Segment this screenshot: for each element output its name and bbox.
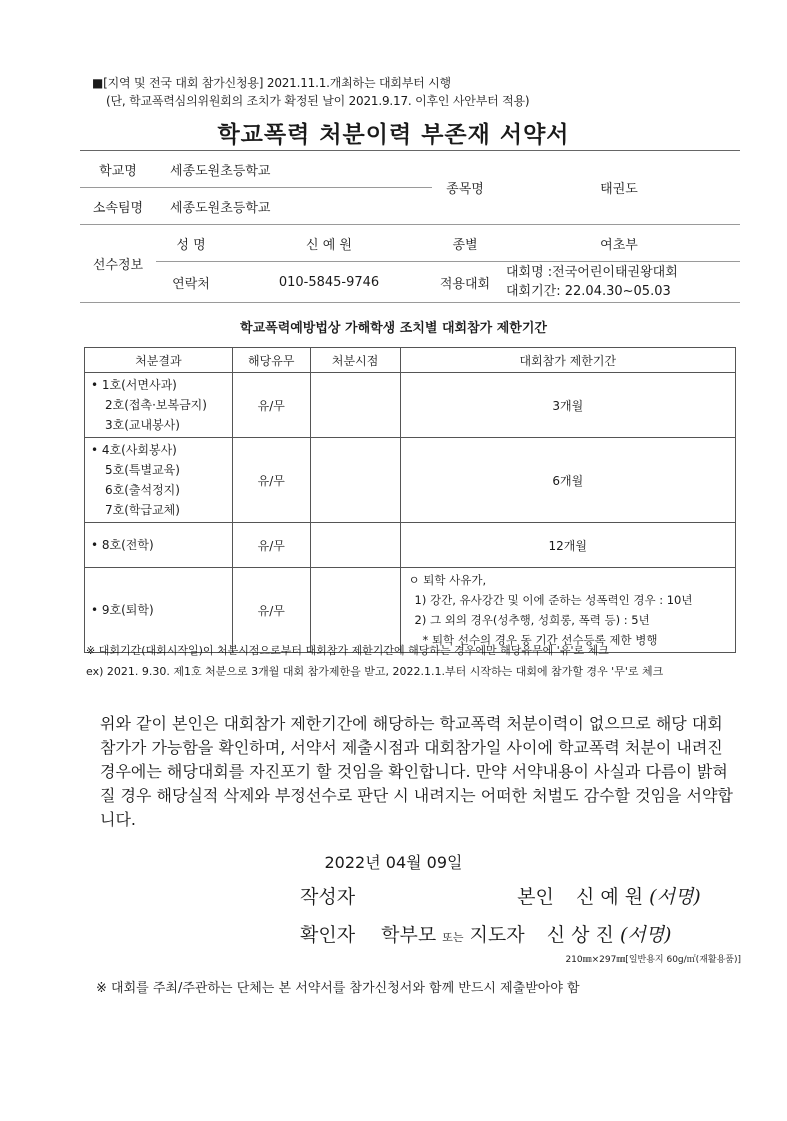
list-item: 6호(출석정지) <box>105 483 180 497</box>
school-label: 학교명 <box>80 151 156 188</box>
self-label: 본인 <box>517 886 554 908</box>
self-name: 신 예 원 <box>575 886 644 908</box>
applicable-cell[interactable]: 유/무 <box>232 438 310 523</box>
event-label: 종목명 <box>432 151 498 225</box>
list-item: 2호(접촉·보복금지) <box>105 398 207 412</box>
footnote-2: ex) 2021. 9.30. 제1호 처분으로 3개월 대회 참가제한을 받고, 2022.1.1.부터 시작하는 대회에 참가할 경우 '무'로 체크 <box>86 665 664 678</box>
writer-signature-line <box>300 882 701 909</box>
list-item: 7호(학급교체) <box>105 503 180 517</box>
list-item: 2) 그 외의 경우(성추행, 성희롱, 폭력 등) : 5년 <box>414 613 650 627</box>
period-cell: 6개월 <box>400 438 735 523</box>
table-row <box>85 523 736 568</box>
header-result: 처분결과 <box>85 348 233 373</box>
competition-name: 대회명 :전국어린이태권왕대회 <box>506 265 678 280</box>
school-value: 세종도원초등학교 <box>156 151 432 188</box>
time-cell[interactable] <box>310 438 400 523</box>
applicable-cell[interactable]: 유/무 <box>232 523 310 568</box>
name-label: 성 명 <box>156 225 226 262</box>
document-title: 학교폭력 처분이력 부존재 서약서 <box>217 122 570 148</box>
applicable-cell[interactable]: 유/무 <box>232 568 310 653</box>
contact-value: 010-5845-9746 <box>226 262 432 303</box>
team-value: 세종도원초등학교 <box>156 188 432 225</box>
name-value: 신 예 원 <box>226 225 432 262</box>
paper-spec: 210㎜×297㎜[일반용지 60g/㎡(재활용품)] <box>565 955 741 965</box>
list-item: • 8호(전학) <box>91 538 154 552</box>
coach-signature[interactable]: (서명) <box>619 924 672 946</box>
list-item: • 1호(서면사과) <box>91 378 177 392</box>
header-period: 대회참가 제한기간 <box>400 348 735 373</box>
or-label: 또는 <box>442 931 464 944</box>
table-row <box>85 373 736 438</box>
list-item: 5호(특별교육) <box>105 463 180 477</box>
table-row <box>85 438 736 523</box>
athlete-label: 선수정보 <box>80 225 156 303</box>
confirmer-signature-line <box>300 920 671 947</box>
notice-line-1: ■[지역 및 전국 대회 참가신청용] 2021.11.1.개최하는 대회부터 시행 <box>92 76 451 90</box>
notice <box>92 74 529 110</box>
applied-competition-label: 적용대회 <box>432 262 498 303</box>
applicable-cell[interactable]: 유/무 <box>232 373 310 438</box>
footnote-1: ※ 대회기간(대회시작일)이 처분시점으로부터 대회참가 제한기간에 해당하는 경우에만 해당유무에 '유'로 체크 <box>86 644 609 657</box>
pledge-text: 위와 같이 본인은 대회참가 제한기간에 해당하는 학교폭력 처분이력이 없으므로 해당 대회 참가가 가능함을 확인하며, 서약서 제출시점과 대회참가일 사이에 학교폭력 처분이 내려진 경우에는 해당대회를 자진포기 할 것임을 확인합니다. 만약 서약내용이 사실과 다름이 밝혀질 경우 해당실적 삭제와 부정선수로 판단 시 내려지는 어떠한 처벌도 감수할 것임을 서약합니다. <box>100 714 733 829</box>
category-label: 종별 <box>432 225 498 262</box>
disposition-items <box>85 373 233 438</box>
submission-note: ※ 대회를 주최/주관하는 단체는 본 서약서를 참가신청서와 함께 반드시 제출받아야 함 <box>96 981 580 996</box>
disposition-items <box>85 438 233 523</box>
list-item: 3호(교내봉사) <box>105 418 180 432</box>
list-item: ㅇ 퇴학 사유가, <box>408 573 487 587</box>
header-time: 처분시점 <box>310 348 400 373</box>
category-value: 여초부 <box>498 225 740 262</box>
self-signature[interactable]: (서명) <box>649 886 701 908</box>
time-cell[interactable] <box>310 568 400 653</box>
notice-line-2: (단, 학교폭력심의위원회의 조치가 확정된 날이 2021.9.17. 이후인 사안부터 적용) <box>106 94 530 108</box>
competition-details <box>498 262 740 303</box>
pledge-date: 2022년 04월 09일 <box>324 853 463 872</box>
competition-period: 대회기간: 22.04.30~05.03 <box>506 284 671 299</box>
list-item: * 퇴학 선수의 경우 동 기간 선수등록 제한 병행 <box>422 633 658 647</box>
team-label: 소속팀명 <box>80 188 156 225</box>
restriction-subtitle: 학교폭력예방법상 가해학생 조치별 대회참가 제한기간 <box>240 321 547 336</box>
confirmer-label: 확인자 <box>300 924 356 946</box>
time-cell[interactable] <box>310 523 400 568</box>
list-item: 1) 강간, 유사강간 및 이에 준하는 성폭력인 경우 : 10년 <box>414 593 693 607</box>
parent-label: 학부모 <box>381 924 437 946</box>
time-cell[interactable] <box>310 373 400 438</box>
header-applicable: 해당유무 <box>232 348 310 373</box>
event-value: 태권도 <box>498 151 740 225</box>
applicant-info-table <box>80 150 740 303</box>
contact-label: 연락처 <box>156 262 226 303</box>
table-row <box>85 568 736 653</box>
restriction-table <box>84 347 736 653</box>
period-cell <box>400 568 735 653</box>
coach-name: 신 상 진 <box>546 924 614 946</box>
list-item: • 9호(퇴학) <box>91 603 154 617</box>
disposition-items <box>85 523 233 568</box>
period-cell: 12개월 <box>400 523 735 568</box>
period-cell: 3개월 <box>400 373 735 438</box>
list-item: • 4호(사회봉사) <box>91 443 177 457</box>
coach-label: 지도자 <box>469 924 525 946</box>
disposition-items <box>85 568 233 653</box>
writer-label: 작성자 <box>300 886 356 908</box>
